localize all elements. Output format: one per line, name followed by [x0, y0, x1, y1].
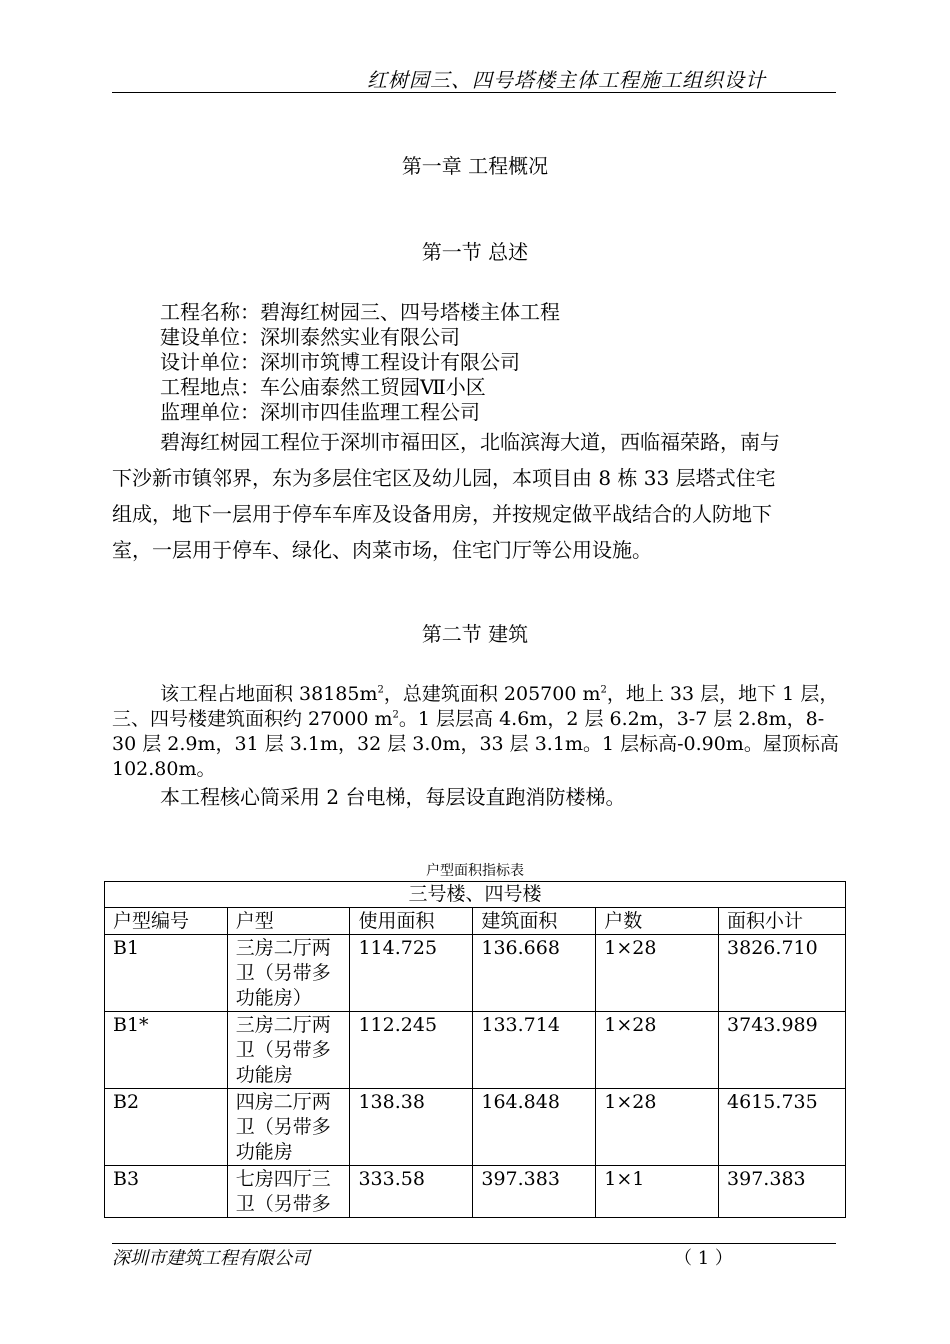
type-line: 三房二厅两: [235, 937, 331, 959]
paragraph-line: 室，一层用于停车、绿化、肉菜市场，住宅门厅等公用设施。: [112, 538, 652, 562]
type-line: 功能房: [235, 1141, 293, 1163]
text-run: 。1 层层高 4.6m，2 层 6.2m，3-7 层 2.8m，8-: [398, 708, 825, 730]
cell-type: [227, 935, 350, 1012]
type-line: 卫（另带多: [235, 1039, 331, 1061]
page-header: [112, 62, 836, 93]
paragraph-line: [112, 707, 842, 732]
superscript: 2: [392, 709, 399, 721]
cell-use-area: 114.725: [350, 935, 473, 1012]
table-row: [105, 1012, 846, 1089]
type-line: 卫（另带多: [235, 962, 331, 984]
paragraph-line: 102.80m。: [112, 758, 216, 780]
cell-units: 1×28: [596, 1089, 719, 1166]
type-line: 七房四厅三: [235, 1168, 331, 1190]
elevator-paragraph: 本工程核心筒采用 2 台电梯，每层设直跑消防楼梯。: [160, 785, 626, 809]
paragraph-line: 30 层 2.9m，31 层 3.1m，32 层 3.0m，33 层 3.1m。1 层标高-0.90m。屋顶标高: [112, 733, 839, 755]
project-info: [160, 300, 560, 425]
cell-type: [227, 1166, 350, 1218]
type-line: 三房二厅两: [235, 1014, 331, 1036]
paragraph-line: [112, 682, 842, 707]
building-paragraph: [112, 682, 842, 782]
table-caption: 户型面积指标表: [426, 863, 524, 879]
table-title: 三号楼、四号楼: [105, 882, 846, 908]
cell-subtotal: 397.383: [719, 1166, 846, 1218]
cell-use-area: 333.58: [350, 1166, 473, 1218]
info-client: 建设单位：深圳泰然实业有限公司: [160, 325, 460, 349]
table-header-row: [105, 908, 846, 935]
cell-subtotal: 3743.989: [719, 1012, 846, 1089]
text-run: ，地上 33 层，地下 1 层，: [606, 683, 839, 705]
table-row: [105, 1166, 846, 1218]
cell-build-area: 397.383: [473, 1166, 596, 1218]
paragraph-line: 组成，地下一层用于停车车库及设备用房，并按规定做平战结合的人防地下: [112, 502, 772, 526]
unit-area-table: [104, 881, 846, 1218]
header-cell: 建筑面积: [473, 908, 596, 935]
cell-units: 1×1: [596, 1166, 719, 1218]
paragraph-line: 碧海红树园工程位于深圳市福田区，北临滨海大道，西临福荣路，南与: [160, 430, 780, 454]
cell-code: B1*: [105, 1012, 228, 1089]
cell-code: B2: [105, 1089, 228, 1166]
header-cell: 户型编号: [105, 908, 228, 935]
text-run: ，总建筑面积 205700 m: [383, 683, 601, 705]
footer-company: 深圳市建筑工程有限公司: [112, 1248, 310, 1269]
header-cell: 面积小计: [719, 908, 846, 935]
header-cell: 户数: [596, 908, 719, 935]
cell-code: B1: [105, 935, 228, 1012]
cell-subtotal: 4615.735: [719, 1089, 846, 1166]
text-run: 三、四号楼建筑面积约 27000 m: [112, 708, 393, 730]
type-line: 卫（另带多: [235, 1193, 331, 1215]
info-designer: 设计单位：深圳市筑博工程设计有限公司: [160, 350, 520, 374]
table-row: [105, 1089, 846, 1166]
overview-paragraph: [112, 424, 842, 568]
page-footer: [112, 1243, 836, 1269]
superscript: 2: [377, 684, 384, 696]
info-supervisor: 监理单位：深圳市四佳监理工程公司: [160, 400, 480, 424]
paragraph-line: 下沙新市镇邻界，东为多层住宅区及幼儿园，本项目由 8 栋 33 层塔式住宅: [112, 466, 776, 490]
type-line: 功能房）: [235, 987, 312, 1009]
cell-build-area: 133.714: [473, 1012, 596, 1089]
header-title: 红树园三、四号塔楼主体工程施工组织设计: [367, 68, 766, 92]
cell-use-area: 112.245: [350, 1012, 473, 1089]
table-row: [105, 935, 846, 1012]
cell-type: [227, 1089, 350, 1166]
header-cell: 使用面积: [350, 908, 473, 935]
section2-title: 第二节 建筑: [421, 622, 529, 646]
cell-subtotal: 3826.710: [719, 935, 846, 1012]
cell-units: 1×28: [596, 1012, 719, 1089]
type-line: 卫（另带多: [235, 1116, 331, 1138]
type-line: 功能房: [235, 1064, 293, 1086]
cell-use-area: 138.38: [350, 1089, 473, 1166]
page-number: （ 1 ）: [674, 1248, 733, 1269]
cell-code: B3: [105, 1166, 228, 1218]
text-run: 该工程占地面积 38185m: [160, 683, 378, 705]
info-project-name: 工程名称：碧海红树园三、四号塔楼主体工程: [160, 300, 560, 324]
header-cell: 户型: [227, 908, 350, 935]
cell-units: 1×28: [596, 935, 719, 1012]
cell-build-area: 136.668: [473, 935, 596, 1012]
cell-type: [227, 1012, 350, 1089]
section1-title: 第一节 总述: [421, 240, 529, 264]
cell-build-area: 164.848: [473, 1089, 596, 1166]
type-line: 四房二厅两: [235, 1091, 331, 1113]
chapter-title: 第一章 工程概况: [401, 154, 549, 178]
superscript: 2: [600, 684, 607, 696]
info-location: 工程地点：车公庙泰然工贸园Ⅶ小区: [160, 375, 486, 399]
